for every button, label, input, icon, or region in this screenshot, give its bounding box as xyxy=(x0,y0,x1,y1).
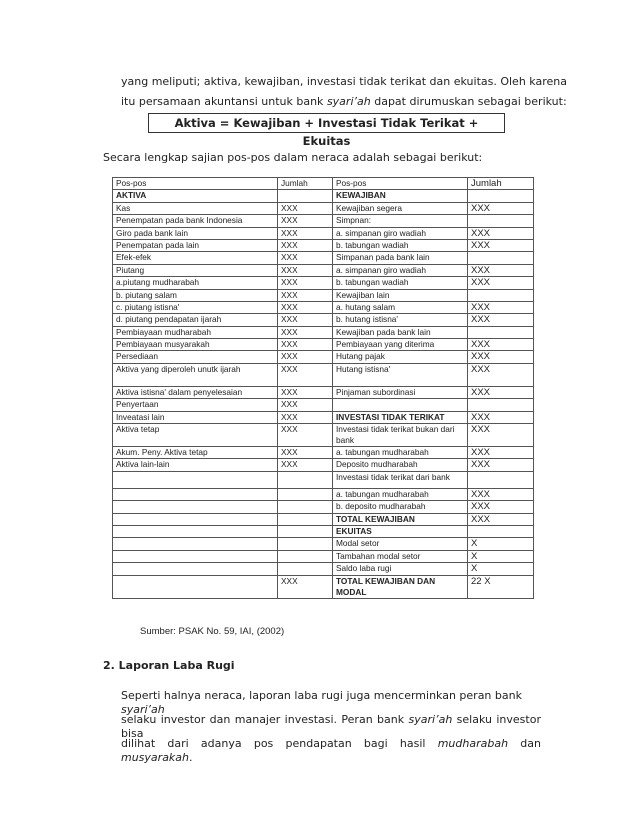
table-cell-amount: XXX xyxy=(468,513,534,525)
table-cell-item: Kewajiban lain xyxy=(333,289,468,301)
table-row xyxy=(113,575,534,598)
table-cell-amount xyxy=(468,215,534,227)
table-cell-item: Penempatan pada lain xyxy=(113,239,278,251)
table-cell-amount: XXX xyxy=(278,411,333,423)
table-cell-amount: XXX xyxy=(278,424,333,447)
table-cell-amount: X xyxy=(468,563,534,575)
table-cell-amount: XXX xyxy=(468,277,534,289)
table-cell-amount: XXX xyxy=(278,386,333,398)
table-cell-amount xyxy=(278,538,333,550)
table-cell-amount: XXX xyxy=(278,202,333,214)
table-cell-amount: XXX xyxy=(468,363,534,386)
table-cell-amount: XXX xyxy=(278,239,333,251)
intro-text: itu persamaan akuntansi untuk bank xyxy=(121,95,327,108)
table-cell-amount: XXX xyxy=(468,447,534,459)
table-cell-amount: XXX xyxy=(468,386,534,398)
header-cell: Pos-pos xyxy=(113,178,278,190)
table-cell-amount: XXX xyxy=(468,202,534,214)
table-cell-amount: XXX xyxy=(278,264,333,276)
table-cell-amount: XXX xyxy=(278,215,333,227)
table-cell-amount: X xyxy=(468,550,534,562)
table-cell-item: Tambahan modal setor xyxy=(333,550,468,562)
table-row xyxy=(113,513,534,525)
table-row xyxy=(113,525,534,537)
table-cell-item xyxy=(113,538,278,550)
table-row xyxy=(113,264,534,276)
table-cell-amount: XXX xyxy=(468,488,534,500)
table-cell-item: Efek-efek xyxy=(113,252,278,264)
table-cell-item: Kewajiban pada bank lain xyxy=(333,326,468,338)
table-row xyxy=(113,314,534,326)
table-cell-item: Pinjaman subordinasi xyxy=(333,386,468,398)
body-text: dan xyxy=(508,737,541,750)
table-cell-item: Modal setor xyxy=(333,538,468,550)
table-cell-item: b. hutang istisna' xyxy=(333,314,468,326)
table-cell-item xyxy=(113,471,278,488)
table-cell-amount: XXX xyxy=(468,314,534,326)
table-cell-item: a. hutang salam xyxy=(333,301,468,313)
table-cell-item xyxy=(113,575,278,598)
table-cell-item: a.piutang mudharabah xyxy=(113,277,278,289)
table-row xyxy=(113,326,534,338)
balance-sheet-table-wrapper xyxy=(112,177,533,637)
table-cell-amount: XXX xyxy=(468,501,534,513)
table-row xyxy=(113,227,534,239)
table-row xyxy=(113,447,534,459)
table-cell-amount xyxy=(278,513,333,525)
body-italic: mudharabah xyxy=(437,737,509,750)
table-cell-amount: XXX xyxy=(468,459,534,471)
table-cell-item: TOTAL KEWAJIBAN xyxy=(333,513,468,525)
table-row xyxy=(113,459,534,471)
table-cell-item: Akum. Peny. Aktiva tetap xyxy=(113,447,278,459)
table-cell-amount: XXX xyxy=(468,411,534,423)
body-text: . xyxy=(189,751,193,764)
body-text: selaku investor dan manajer investasi. Peran bank xyxy=(121,713,409,726)
body-italic: syari’ah xyxy=(408,713,453,726)
table-row xyxy=(113,215,534,227)
table-cell-item: Persediaan xyxy=(113,351,278,363)
table-row xyxy=(113,563,534,575)
table-cell-item: c. piutang istisna' xyxy=(113,301,278,313)
table-cell-amount xyxy=(468,471,534,488)
table-cell-amount xyxy=(278,550,333,562)
table-cell-amount: XXX xyxy=(278,227,333,239)
table-cell-amount xyxy=(468,326,534,338)
lead-sentence: Secara lengkap sajian pos-pos dalam neraca adalah sebagai berikut: xyxy=(103,151,483,164)
table-cell-item: b. piutang salam xyxy=(113,289,278,301)
table-cell-item: Pembiayaan mudharabah xyxy=(113,326,278,338)
table-row xyxy=(113,363,534,386)
table-cell-amount: XXX xyxy=(278,447,333,459)
table-cell-item: Inveatasi lain xyxy=(113,411,278,423)
table-cell-amount: XXX xyxy=(468,301,534,313)
table-cell-amount: XXX xyxy=(468,424,534,447)
header-cell: Pos-pos xyxy=(333,178,468,190)
table-cell-amount: XXX xyxy=(278,252,333,264)
table-cell-amount xyxy=(468,525,534,537)
section-heading: 2. Laporan Laba Rugi xyxy=(103,659,235,672)
table-cell-amount: 22 X xyxy=(468,575,534,598)
table-cell-item: Saldo laba rugi xyxy=(333,563,468,575)
table-cell-item: b. tabungan wadiah xyxy=(333,277,468,289)
table-cell-item: d. piutang pendapatan ijarah xyxy=(113,314,278,326)
table-cell-amount: XXX xyxy=(278,363,333,386)
table-cell-item: a. tabungan mudharabah xyxy=(333,488,468,500)
table-cell-amount xyxy=(278,501,333,513)
table-cell-amount: XXX xyxy=(278,575,333,598)
table-cell-amount: XXX xyxy=(468,239,534,251)
body-text: selaku investor bisa xyxy=(121,713,541,740)
table-cell-item: Pembiayaan musyarakah xyxy=(113,339,278,351)
table-cell-amount: XXX xyxy=(278,326,333,338)
table-row xyxy=(113,301,534,313)
table-cell-item: Simpanan pada bank lain xyxy=(333,252,468,264)
table-cell-item: Investasi tidak terikat dari bank xyxy=(333,471,468,488)
table-cell-item xyxy=(333,399,468,411)
table-cell-amount: XXX xyxy=(278,314,333,326)
table-cell-item xyxy=(113,563,278,575)
table-row xyxy=(113,386,534,398)
table-cell-amount: XXX xyxy=(278,459,333,471)
table-row xyxy=(113,550,534,562)
table-row xyxy=(113,488,534,500)
table-cell-amount: XXX xyxy=(278,399,333,411)
table-cell-item: Investasi tidak terikat bukan dari bank xyxy=(333,424,468,447)
table-cell-amount xyxy=(278,488,333,500)
table-cell-amount xyxy=(468,399,534,411)
balance-sheet-table xyxy=(112,177,534,599)
table-cell-item: Deposito mudharabah xyxy=(333,459,468,471)
body-italic: syari’ah xyxy=(121,703,165,716)
intro-text-end: dapat dirumuskan sebagai berikut: xyxy=(370,95,567,108)
table-cell-item xyxy=(113,525,278,537)
header-cell: Jumlah xyxy=(278,178,333,190)
table-cell-item: Simpnan: xyxy=(333,215,468,227)
table-cell-amount xyxy=(278,525,333,537)
table-cell-item: Aktiva istisna' dalam penyelesaian xyxy=(113,386,278,398)
table-header-row xyxy=(113,178,534,190)
table-cell-item: Aktiva yang diperoleh unutk ijarah xyxy=(113,363,278,386)
table-row xyxy=(113,351,534,363)
table-cell-amount: XXX xyxy=(468,339,534,351)
table-row xyxy=(113,538,534,550)
table-cell-amount: XXX xyxy=(278,301,333,313)
header-cell: Jumlah xyxy=(468,178,534,190)
table-cell-item: Aktiva lain-lain xyxy=(113,459,278,471)
table-cell-amount xyxy=(468,252,534,264)
table-cell-item: Kewajiban segera xyxy=(333,202,468,214)
table-cell-amount: XXX xyxy=(468,264,534,276)
table-cell-item: a. simpanan giro wadiah xyxy=(333,264,468,276)
body-text: dilihat dari adanya pos pendapatan bagi hasil xyxy=(121,737,438,750)
table-cell-amount xyxy=(468,190,534,202)
table-cell-item xyxy=(113,513,278,525)
section2-line-3 xyxy=(121,737,541,765)
table-row xyxy=(113,239,534,251)
table-row xyxy=(113,411,534,423)
table-cell-item: b. tabungan wadiah xyxy=(333,239,468,251)
table-cell-item: TOTAL KEWAJIBAN DAN MODAL xyxy=(333,575,468,598)
table-row xyxy=(113,339,534,351)
table-cell-item: a. simpanan giro wadiah xyxy=(333,227,468,239)
table-cell-amount: XXX xyxy=(278,277,333,289)
table-cell-amount xyxy=(278,563,333,575)
table-cell-amount xyxy=(278,190,333,202)
table-cell-item: AKTIVA xyxy=(113,190,278,202)
intro-line-2 xyxy=(121,95,567,109)
table-cell-amount: X xyxy=(468,538,534,550)
table-cell-amount: XXX xyxy=(278,339,333,351)
table-cell-item xyxy=(113,488,278,500)
intro-line-1: yang meliputi; aktiva, kewajiban, investasi tidak terikat dan ekuitas. Oleh karena xyxy=(121,75,567,88)
table-cell-item xyxy=(113,550,278,562)
table-row xyxy=(113,277,534,289)
table-cell-item xyxy=(113,501,278,513)
table-cell-amount: XXX xyxy=(278,351,333,363)
table-cell-item: Hutang pajak xyxy=(333,351,468,363)
table-cell-amount: XXX xyxy=(278,289,333,301)
table-row xyxy=(113,252,534,264)
table-row xyxy=(113,471,534,488)
table-cell-item: a. tabungan mudharabah xyxy=(333,447,468,459)
table-cell-amount xyxy=(468,289,534,301)
table-cell-item: Penyertaan xyxy=(113,399,278,411)
table-cell-item: Pembiayaan yang diterima xyxy=(333,339,468,351)
table-row xyxy=(113,202,534,214)
table-cell-item: EKUITAS xyxy=(333,525,468,537)
table-cell-item: b. deposito mudharabah xyxy=(333,501,468,513)
table-row xyxy=(113,289,534,301)
table-row xyxy=(113,501,534,513)
table-row xyxy=(113,399,534,411)
table-cell-item: INVESTASI TIDAK TERIKAT xyxy=(333,411,468,423)
table-cell-amount xyxy=(278,471,333,488)
table-cell-item: Hutang istisna' xyxy=(333,363,468,386)
table-cell-item: KEWAJIBAN xyxy=(333,190,468,202)
table-row xyxy=(113,190,534,202)
table-cell-amount: XXX xyxy=(468,351,534,363)
table-cell-item: Penempatan pada bank Indonesia xyxy=(113,215,278,227)
table-row xyxy=(113,424,534,447)
table-cell-item: Kas xyxy=(113,202,278,214)
body-italic: musyarakah xyxy=(121,751,190,764)
table-source: Sumber: PSAK No. 59, IAI, (2002) xyxy=(140,626,285,637)
table-cell-item: Giro pada bank lain xyxy=(113,227,278,239)
table-cell-item: Aktiva tetap xyxy=(113,424,278,447)
table-cell-amount: XXX xyxy=(468,227,534,239)
body-text: Seperti halnya neraca, laporan laba rugi juga mencerminkan peran bank xyxy=(121,689,522,702)
intro-italic: syari’ah xyxy=(326,95,371,108)
table-cell-item: Piutang xyxy=(113,264,278,276)
accounting-equation: Aktiva = Kewajiban + Investasi Tidak Terikat + Ekuitas xyxy=(148,113,505,133)
